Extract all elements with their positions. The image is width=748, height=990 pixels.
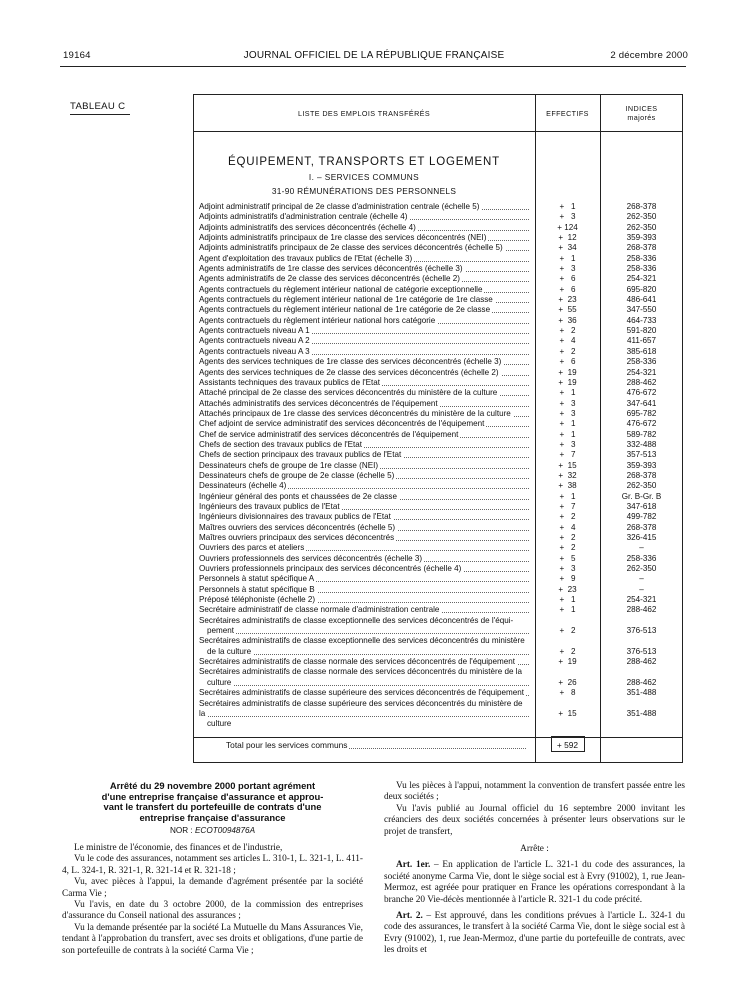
- section-title: ÉQUIPEMENT, TRANSPORTS ET LOGEMENT: [228, 156, 500, 168]
- row-label: [199, 274, 529, 284]
- arrete-title-line: Arrêté du 29 novembre 2000 portant agrément: [109, 780, 316, 791]
- table-row: [0, 388, 748, 398]
- row-indices: 288-462: [626, 677, 657, 687]
- row-label: [199, 202, 529, 212]
- row-effectifs: + 4: [559, 336, 576, 346]
- row-effectifs: + 1: [559, 429, 576, 439]
- row-effectifs: + 2: [559, 326, 576, 336]
- row-effectifs: + 19: [558, 377, 577, 387]
- row-effectifs: + 3: [559, 408, 576, 418]
- row-indices: 262-350: [626, 481, 657, 491]
- row-label-text: Ingénieurs divisionnaires des travaux publics de l'Etat: [199, 512, 391, 522]
- row-indices: 499-782: [626, 512, 657, 522]
- row-label: [199, 523, 529, 533]
- row-indices: 258-336: [626, 357, 657, 367]
- row-label: [199, 305, 529, 315]
- row-label-text: Secrétaires administratifs de classe supérieure des services déconcentrés de l'équipement: [199, 688, 525, 698]
- row-label-text: Agents contractuels du règlement intérieur national de 1re catégorie de 2e classe: [199, 305, 491, 315]
- row-label-text: Attaché principal de 2e classe des services déconcentrés du ministère de la culture: [199, 388, 498, 398]
- row-indices: 262-350: [626, 222, 657, 232]
- row-indices: 695-782: [626, 408, 657, 418]
- tableau-label-rule: [70, 114, 130, 115]
- row-label-text: Agents contractuels du règlement intérieur national de 1re catégorie de 1re classe: [199, 295, 493, 305]
- article-1-text: – En application de l'article L. 321-1 du code des assurances, la société anonyme Carma Vie, dont le siège social est à Evry (91002), 1, rue Jean-Mermoz, est agréée pour pratiquer en France les opérations correspondant à la branche 20 Vie-décès mentionnée à l'article R. 321-1 du code précité.: [384, 860, 685, 905]
- row-indices: 254-321: [626, 367, 657, 377]
- row-label-text: Chefs de section principaux des travaux publics de l'Etat: [199, 450, 402, 460]
- row-label: [199, 554, 529, 564]
- table-row: [0, 295, 748, 305]
- row-label-text: Agent d'exploitation des travaux publics de l'Etat (échelle 3): [199, 253, 413, 263]
- table-row: [0, 481, 748, 491]
- table-row: [0, 533, 748, 543]
- row-indices: 268-378: [626, 470, 657, 480]
- table-body: [0, 202, 748, 729]
- row-effectifs: + 2: [559, 543, 576, 553]
- row-effectifs: + 23: [558, 295, 577, 305]
- arrete-left-column: [62, 843, 363, 957]
- arrete-word: Arrête :: [520, 844, 549, 855]
- row-effectifs: + 3: [559, 212, 576, 222]
- row-label-text: Adjoints administratifs d'administration centrale (échelle 4): [199, 212, 408, 222]
- row-indices: 351-488: [626, 688, 657, 698]
- row-label: [199, 605, 529, 615]
- article-2: [384, 911, 685, 957]
- row-indices: 288-462: [626, 657, 657, 667]
- table-row: [0, 264, 748, 274]
- row-label: [199, 502, 529, 512]
- table-row: [0, 471, 748, 481]
- row-label: [199, 585, 529, 595]
- row-effectifs: + 2: [559, 646, 576, 656]
- row-indices: 589-782: [626, 429, 657, 439]
- table-row: [0, 502, 748, 512]
- row-indices: 347-550: [626, 305, 657, 315]
- table-row: [0, 585, 748, 595]
- row-indices: 476-672: [626, 388, 657, 398]
- row-effectifs: + 12: [558, 233, 577, 243]
- row-indices: –: [639, 584, 644, 594]
- row-label-text: Ouvriers professionnels principaux des services déconcentrés (échelle 4): [199, 564, 462, 574]
- row-label-continuation: culture: [199, 678, 233, 687]
- paragraph: Vu l'avis, en date du 3 octobre 2000, de la commission des entreprises d'assurance du Conseil national des assurances ;: [62, 900, 363, 922]
- row-effectifs: + 6: [559, 357, 576, 367]
- table-row: [0, 616, 748, 637]
- row-label: [199, 657, 529, 667]
- table-row: [0, 399, 748, 409]
- table-header-rule: [193, 131, 683, 132]
- row-label-text: Agents contractuels du règlement intérieur national de catégorie exceptionnelle: [199, 284, 483, 294]
- row-indices: 288-462: [626, 377, 657, 387]
- row-label-text: Attachés principaux de 1re classe des services déconcentrés du ministère de la culture: [199, 408, 511, 418]
- row-label: [199, 688, 529, 698]
- table-row: [0, 316, 748, 326]
- section-budget-line: 31-90 RÉMUNÉRATIONS DES PERSONNELS: [271, 186, 457, 196]
- row-indices: 326-415: [626, 533, 657, 542]
- row-effectifs: + 3: [559, 398, 576, 408]
- row-label: [199, 574, 529, 584]
- row-label: [199, 564, 529, 574]
- row-label: [199, 440, 529, 450]
- column-header-indices-line2: majorés: [627, 113, 656, 122]
- row-label-continuation: pement: [199, 626, 236, 635]
- row-label: [199, 667, 529, 688]
- row-effectifs: + 36: [558, 315, 577, 325]
- row-label-text: Secrétaires administratifs de classe supérieure des services déconcentrés du ministère de la: [199, 698, 523, 718]
- row-label-text: Dessinateurs (échelle 4): [199, 481, 287, 491]
- paragraph: Le ministre de l'économie, des finances et de l'industrie,: [74, 843, 283, 853]
- row-label: [199, 399, 529, 409]
- table-row: [0, 378, 748, 388]
- row-label-text: Dessinateurs chefs de groupe de 1re classe (NEI): [199, 460, 379, 470]
- header-rule: [60, 66, 686, 67]
- column-header-liste: LISTE DES EMPLOIS TRANSFÉRÉS: [297, 109, 431, 118]
- row-indices: –: [639, 543, 644, 553]
- row-effectifs: + 19: [558, 657, 577, 667]
- row-label-text: Secrétaires administratifs de classe normale des services déconcentrés du ministère de la: [199, 667, 522, 677]
- row-label: [199, 295, 529, 305]
- row-label: [199, 471, 529, 481]
- row-effectifs: + 2: [559, 626, 576, 636]
- row-indices: –: [639, 574, 644, 584]
- row-label: [199, 243, 529, 253]
- row-effectifs: + 1: [559, 202, 576, 211]
- row-label-text: Chef adjoint de service administratif des services déconcentrés de l'équipement: [199, 419, 485, 429]
- table-row: [0, 450, 748, 460]
- row-label-text: Secrétaires administratifs de classe normale des services déconcentrés de l'équipement: [199, 657, 516, 667]
- row-label: [199, 212, 529, 222]
- row-effectifs: + 6: [559, 274, 576, 284]
- table-row: [0, 223, 748, 233]
- row-indices: 464-733: [626, 315, 657, 325]
- row-label-text: Maîtres ouvriers des services déconcentrés (échelle 5): [199, 522, 396, 532]
- table-row: [0, 430, 748, 440]
- total-rule: [193, 737, 683, 738]
- table-row: [0, 440, 748, 450]
- row-effectifs: + 2: [559, 533, 576, 542]
- table-row: [0, 492, 748, 502]
- row-indices: 359-393: [626, 460, 657, 470]
- table-row: [0, 285, 748, 295]
- row-effectifs: + 8: [559, 688, 576, 698]
- row-label-text: Ingénieur général des ponts et chaussées de 2e classe: [199, 491, 397, 501]
- row-label: [199, 264, 529, 274]
- row-label-text: Secrétaire administratif de classe normale d'administration centrale: [199, 605, 440, 615]
- table-row: [0, 657, 748, 667]
- table-row: [0, 212, 748, 222]
- row-label: [199, 316, 529, 326]
- row-label-text: Ingénieurs des travaux publics de l'Etat: [199, 501, 340, 511]
- paragraph: Vu, avec pièces à l'appui, la demande d'agrément présentée par la société Carma Vie ;: [62, 877, 363, 899]
- row-label-text: Dessinateurs chefs de groupe de 2e classe (échelle 5): [199, 470, 395, 480]
- table-row: [0, 419, 748, 429]
- paragraph: Vu la demande présentée par la société La Mutuelle du Mans Assurances Vie, tendant à l'approbation du transfert, avec ses droits et obligations, d'une partie de son portefeuille de contrats à la société Carma Vie ;: [62, 922, 363, 956]
- row-indices: 376-513: [626, 646, 657, 656]
- row-effectifs: + 34: [558, 243, 577, 253]
- row-effectifs: + 3: [559, 439, 576, 449]
- row-indices: 411-657: [626, 336, 657, 346]
- table-row: [0, 595, 748, 605]
- row-label: [199, 378, 529, 388]
- arrete-title: [62, 781, 363, 823]
- row-label: [199, 347, 529, 357]
- row-effectifs: + 38: [558, 481, 577, 491]
- row-label-text: Secrétaires administratifs de classe exceptionnelle des services déconcentrés de l'équi-: [199, 615, 514, 625]
- row-indices: 695-820: [626, 284, 657, 294]
- row-indices: 268-378: [626, 243, 657, 253]
- row-label: [199, 233, 529, 243]
- row-effectifs: + 3: [559, 264, 576, 274]
- row-label: [199, 357, 529, 367]
- row-indices: 268-378: [626, 202, 657, 211]
- arrete-right-column: [384, 781, 685, 957]
- column-header-indices-line1: INDICES: [625, 104, 658, 113]
- row-indices: 376-513: [626, 626, 657, 636]
- row-indices: 258-336: [626, 253, 657, 263]
- row-effectifs: + 23: [558, 584, 577, 594]
- arrete-title-line: d'une entreprise française d'assurance et approu-: [101, 790, 324, 802]
- total-value: + 592: [556, 740, 579, 750]
- table-row: [0, 305, 748, 315]
- row-effectifs: + 15: [558, 460, 577, 470]
- table-row: [0, 368, 748, 378]
- row-label-text: Personnels à statut spécifique B: [199, 584, 315, 594]
- table-row: [0, 564, 748, 574]
- row-label: [199, 430, 529, 440]
- table-row: [0, 254, 748, 264]
- journal-title: JOURNAL OFFICIEL DE LA RÉPUBLIQUE FRANÇAISE: [243, 50, 505, 61]
- row-indices: 258-336: [626, 264, 657, 274]
- total-label-text: Total pour les services communs: [226, 740, 348, 750]
- table-row: [0, 357, 748, 367]
- row-label-text: Secrétaires administratifs de classe exceptionnelle des services déconcentrés du ministère: [199, 636, 525, 646]
- row-effectifs: + 7: [559, 450, 576, 460]
- row-indices: 347-641: [626, 398, 657, 408]
- table-row: [0, 574, 748, 584]
- paragraph: Vu l'avis publié au Journal officiel du 16 septembre 2000 invitant les créanciers des deux sociétés concernées à présenter leurs observations sur le projet de transfert,: [384, 803, 685, 837]
- article-1: [384, 860, 685, 906]
- row-label: [199, 512, 529, 522]
- paragraph: Vu les pièces à l'appui, notamment la convention de transfert passée entre les deux sociétés ;: [384, 781, 685, 803]
- row-label: [199, 616, 529, 637]
- row-effectifs: + 1: [559, 253, 576, 263]
- row-label-continuation: culture: [199, 719, 233, 728]
- row-label: [199, 326, 529, 336]
- row-effectifs: + 19: [558, 367, 577, 377]
- publication-date: 2 décembre 2000: [610, 50, 688, 61]
- row-effectifs: + 7: [559, 501, 576, 511]
- arrete-title-line: vant le transfert du portefeuille de contrats d'une: [103, 801, 322, 813]
- row-effectifs: + 1: [559, 388, 576, 398]
- row-effectifs: + 1: [559, 491, 576, 501]
- row-effectifs: + 124: [557, 222, 578, 232]
- paragraph: Vu le code des assurances, notamment ses articles L. 310-1, L. 321-1, L. 411-4, L. 324-1, R. 321-1, R. 321-14 et R. 321-18 ;: [62, 854, 363, 876]
- table-row: [0, 274, 748, 284]
- total-label: [226, 740, 349, 750]
- nor-label: NOR :: [169, 826, 193, 835]
- row-label: [199, 285, 529, 295]
- row-label-text: Préposé téléphoniste (échelle 2): [199, 595, 316, 605]
- row-effectifs: + 32: [558, 470, 577, 480]
- row-label-text: Ouvriers professionnels des services déconcentrés (échelle 3): [199, 553, 423, 563]
- tableau-label: TABLEAU C: [70, 101, 126, 112]
- row-label: [199, 388, 529, 398]
- row-label: [199, 595, 529, 605]
- row-indices: 359-393: [626, 233, 657, 243]
- row-effectifs: + 3: [559, 564, 576, 574]
- row-effectifs: + 9: [559, 574, 576, 584]
- row-label: [199, 492, 529, 502]
- row-label: [199, 223, 529, 233]
- row-indices: 268-378: [626, 522, 657, 532]
- table-row: [0, 326, 748, 336]
- row-label: [199, 450, 529, 460]
- row-label: [199, 543, 529, 553]
- row-indices: 347-618: [626, 501, 657, 511]
- row-label: [199, 368, 529, 378]
- row-label-text: Adjoint administratif principal de 2e classe d'administration centrale (échelle 5): [199, 202, 480, 211]
- nor-code: ECOT0094876A: [194, 826, 256, 835]
- row-indices: 254-321: [626, 274, 657, 284]
- row-label: [199, 481, 529, 491]
- row-indices: 258-336: [626, 553, 657, 563]
- row-indices: 262-350: [626, 212, 657, 222]
- row-effectifs: + 5: [559, 553, 576, 563]
- row-indices: 476-672: [626, 419, 657, 429]
- row-label: [199, 636, 529, 657]
- table-row: [0, 636, 748, 657]
- table-row: [0, 688, 748, 698]
- row-effectifs: + 1: [559, 595, 576, 605]
- row-indices: 357-513: [626, 450, 657, 460]
- page-number: 19164: [63, 50, 91, 61]
- table-row: [0, 336, 748, 346]
- row-label: [199, 336, 529, 346]
- row-label-text: Agents contractuels niveau A 3: [199, 346, 310, 356]
- row-label: [199, 533, 529, 543]
- article-1-label: Art. 1er.: [396, 860, 431, 871]
- row-effectifs: + 26: [558, 677, 577, 687]
- row-effectifs: + 6: [559, 284, 576, 294]
- table-row: [0, 698, 748, 729]
- row-indices: Gr. B-Gr. B: [621, 491, 662, 501]
- column-header-indices: [600, 104, 683, 122]
- row-label-text: Agents administratifs de 1re classe des services déconcentrés (échelle 3): [199, 264, 463, 274]
- row-indices: 254-321: [626, 595, 657, 605]
- table-row: [0, 667, 748, 688]
- row-label-text: Agents des services techniques de 1re classe des services déconcentrés (échelle 3): [199, 357, 502, 367]
- table-row: [0, 202, 748, 212]
- row-label-text: Maîtres ouvriers principaux des services déconcentrés: [199, 533, 395, 542]
- row-label: [199, 409, 529, 419]
- row-effectifs: + 2: [559, 512, 576, 522]
- row-label-text: Chefs de section des travaux publics de l'Etat: [199, 439, 363, 449]
- row-effectifs: + 4: [559, 522, 576, 532]
- row-label: [199, 699, 529, 730]
- row-label-text: Assistants techniques des travaux publics de l'Etat: [199, 377, 381, 387]
- row-label-text: Adjoints administratifs des services déconcentrés (échelle 4): [199, 222, 416, 232]
- table-row: [0, 233, 748, 243]
- row-label-text: Adjoints administratifs principaux de 1re classe des services déconcentrés (NEI): [199, 233, 487, 243]
- column-header-effectifs: EFFECTIFS: [546, 109, 589, 118]
- arrete-title-line: entreprise française d'assurance: [139, 811, 286, 823]
- row-indices: 332-488: [626, 439, 657, 449]
- row-label-text: Ouvriers des parcs et ateliers: [199, 543, 305, 553]
- table-row: [0, 409, 748, 419]
- row-label: [199, 419, 529, 429]
- table-row: [0, 554, 748, 564]
- nor-reference: [62, 826, 363, 835]
- article-2-text: – Est approuvé, dans les conditions prévues à l'article L. 324-1 du code des assurances, le transfert à la société Carma Vie, dont le siège social est à Evry (91002), 1, rue Jean-Mermoz, d'une partie du portefeuille de contrats, avec les droits et: [384, 911, 685, 956]
- table-row: [0, 243, 748, 253]
- table-row: [0, 461, 748, 471]
- table-row: [0, 605, 748, 615]
- row-label-text: Agents contractuels niveau A 2: [199, 336, 310, 346]
- table-row: [0, 523, 748, 533]
- row-label-text: Personnels à statut spécifique A: [199, 574, 315, 584]
- row-label-text: Agents administratifs de 2e classe des services déconcentrés (échelle 2): [199, 274, 460, 284]
- row-effectifs: + 1: [559, 605, 576, 615]
- section-subtitle: I. – SERVICES COMMUNS: [308, 172, 420, 182]
- row-indices: 262-350: [626, 564, 657, 574]
- row-label-text: Agents contractuels du règlement intérieur national hors catégorie: [199, 315, 436, 325]
- row-label-text: Attachés administratifs des services déconcentrés de l'équipement: [199, 398, 438, 408]
- row-indices: 486-641: [626, 295, 657, 305]
- row-effectifs: + 55: [558, 305, 577, 315]
- article-2-label: Art. 2.: [396, 911, 423, 922]
- table-row: [0, 543, 748, 553]
- table-row: [0, 512, 748, 522]
- row-indices: 351-488: [626, 708, 657, 718]
- row-effectifs: + 15: [558, 708, 577, 718]
- row-label: [199, 254, 529, 264]
- row-indices: 385-618: [626, 346, 657, 356]
- row-effectifs: + 1: [559, 419, 576, 429]
- row-effectifs: + 2: [559, 346, 576, 356]
- row-label-continuation: de la culture: [199, 647, 253, 656]
- row-label-text: Chef de service administratif des services déconcentrés de l'équipement: [199, 429, 459, 439]
- row-indices: 288-462: [626, 605, 657, 615]
- row-label: [199, 461, 529, 471]
- row-label-text: Agents contractuels niveau A 1: [199, 326, 310, 336]
- row-indices: 591-820: [626, 326, 657, 336]
- table-row: [0, 347, 748, 357]
- row-label-text: Adjoints administratifs principaux de 2e classe des services déconcentrés (échelle 5): [199, 243, 503, 253]
- row-label-text: Agents des services techniques de 2e classe des services déconcentrés (échelle 2): [199, 367, 499, 377]
